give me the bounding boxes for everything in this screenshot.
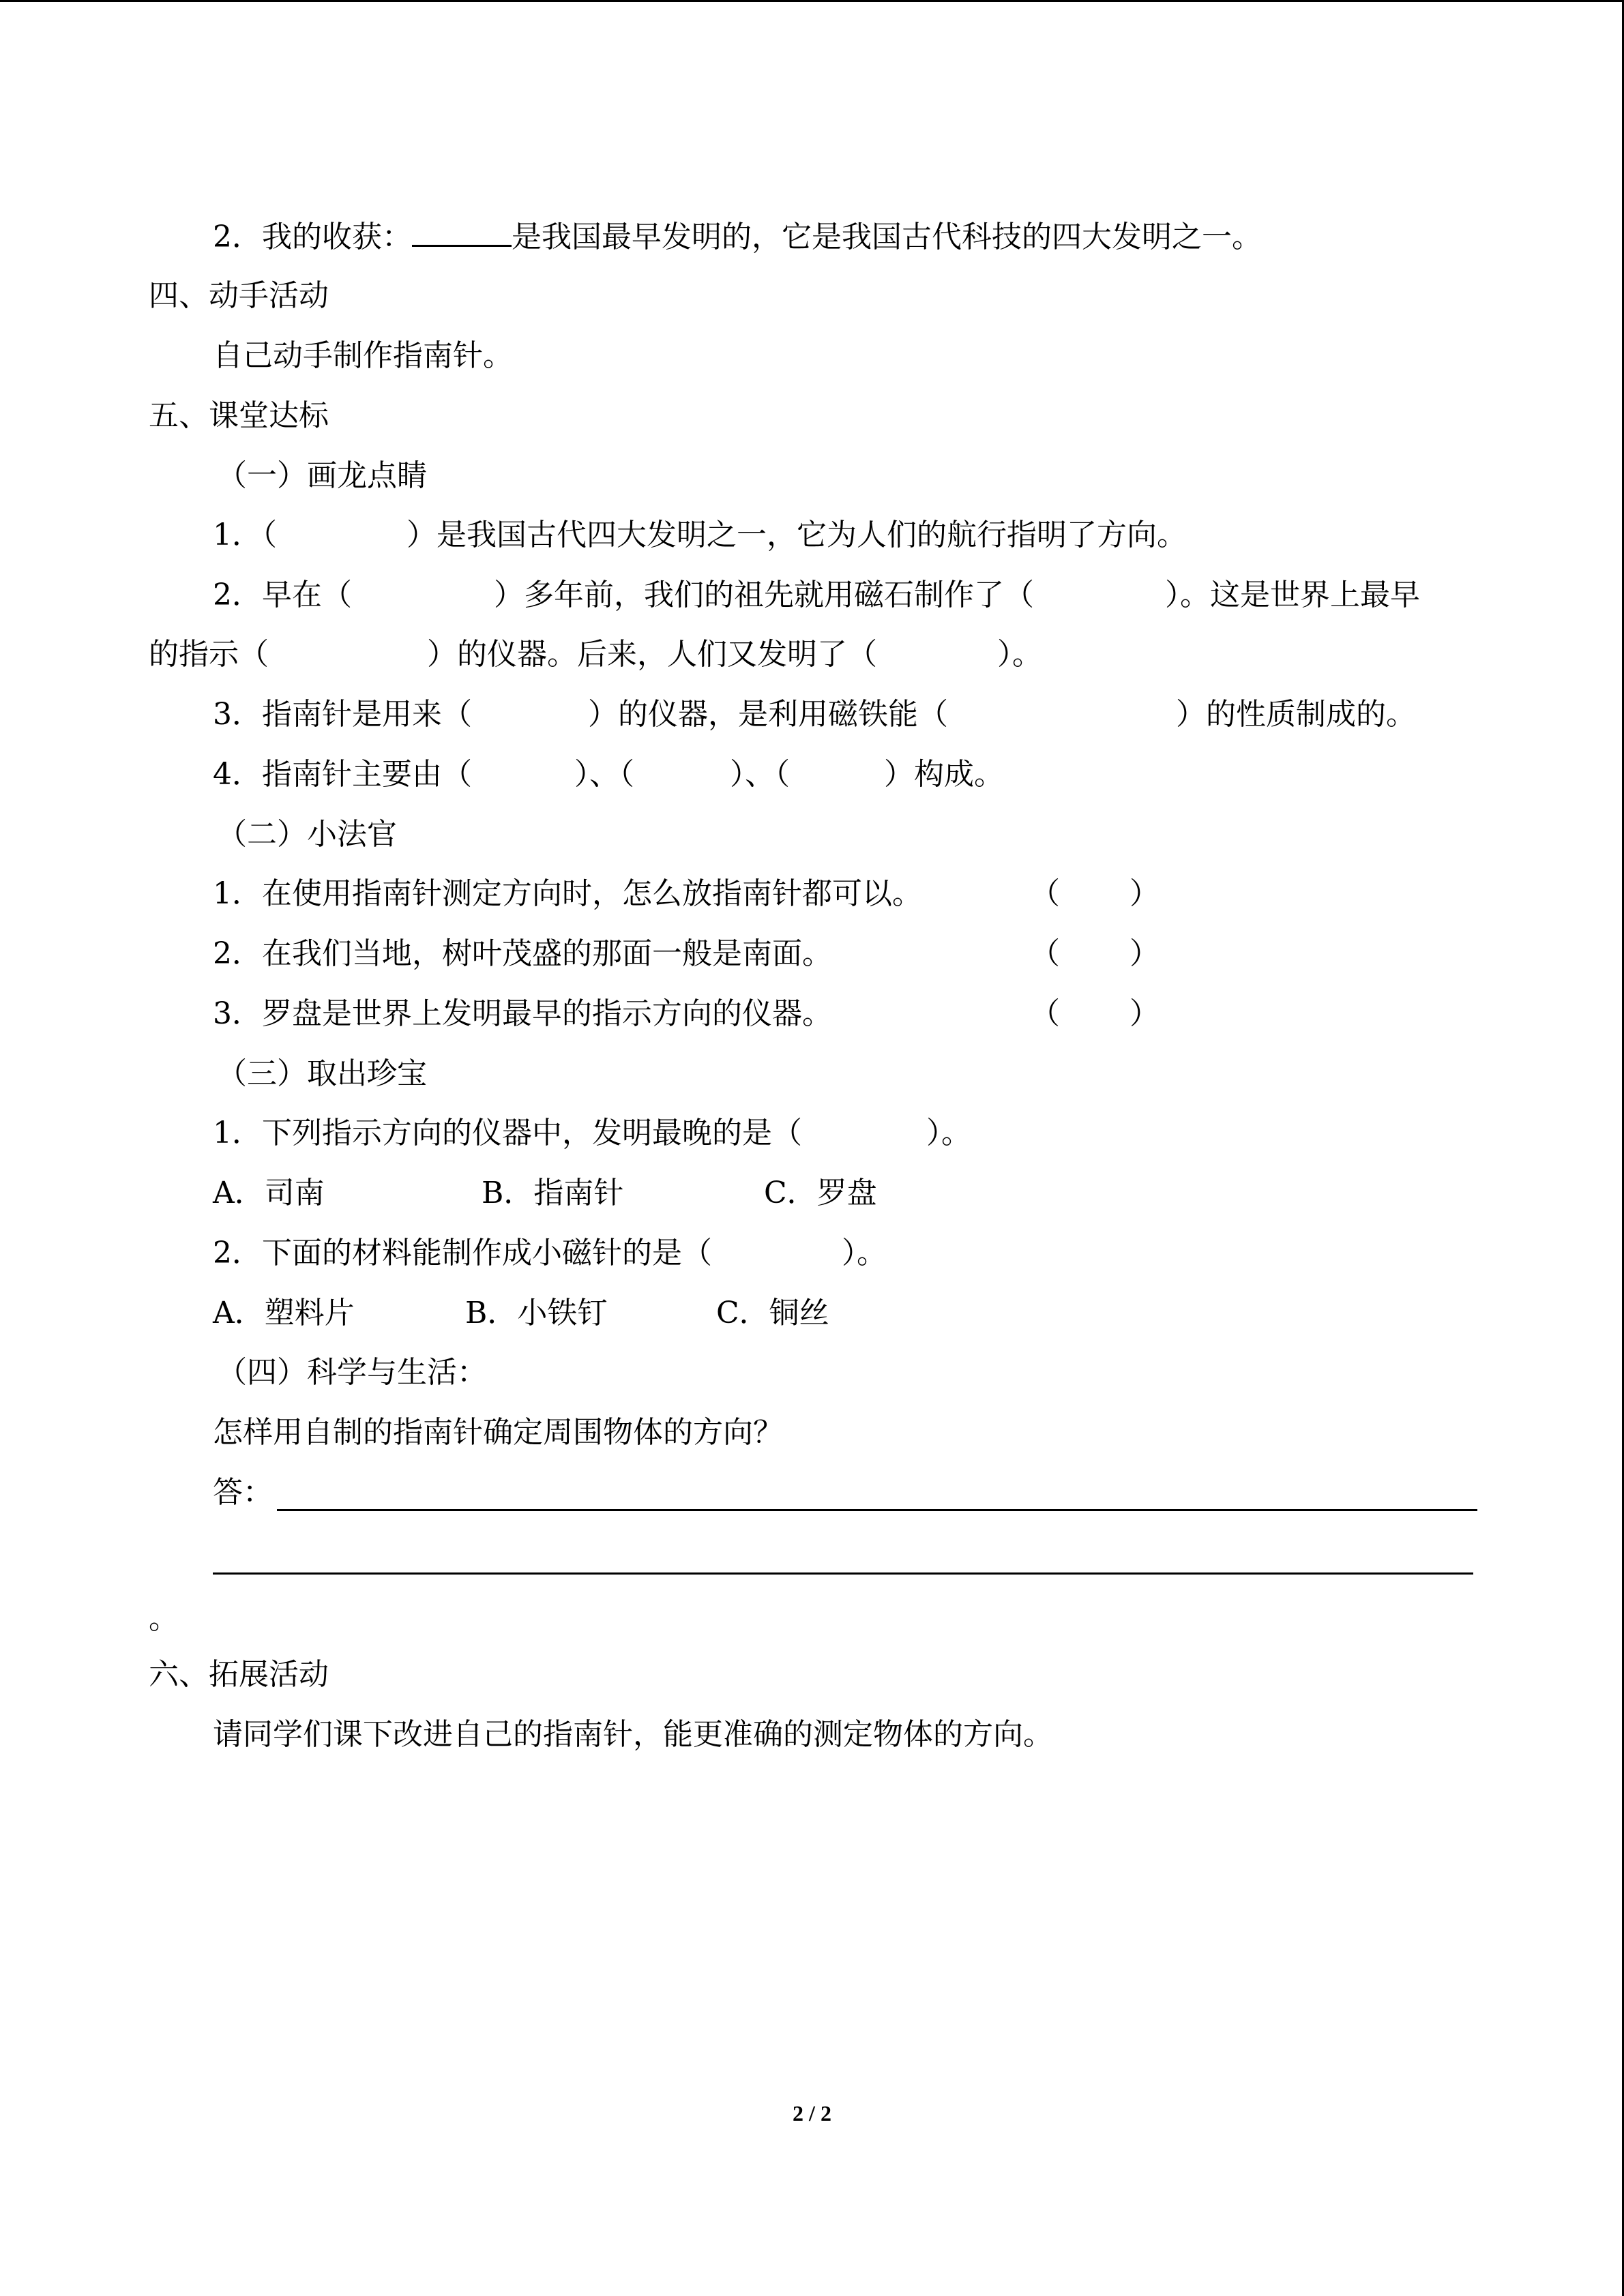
q4-sep-1: ）、（ [574,757,634,792]
choice-q1-end: ）。 [926,1116,971,1150]
q3-open: 3．指南针是用来（ [213,697,472,732]
bracket-open: （ [1030,936,1060,971]
q3-mid: ）的仪器，是利用磁铁能（ [588,697,948,732]
q2-mid: ）多年前，我们的祖先就用磁石制作了（ [494,578,1034,612]
q2-open: 2．早在（ [213,578,352,612]
answer-end-mark: 。 [149,1601,179,1636]
part-4-question: 怎样用自制的指南针确定周围物体的方向？ [213,1415,783,1450]
part-4-title: （四）科学与生活： [217,1355,487,1390]
section-5-title: 五、课堂达标 [149,398,329,433]
choice-q1 [213,1114,971,1152]
page-border-top [0,0,1624,2]
judge-item [213,875,922,913]
choice-q2-end: ）。 [842,1236,887,1270]
section-6-body: 请同学们课下改进自己的指南针，能更准确的测定物体的方向。 [213,1717,1053,1752]
part-1-q2-cont [149,636,1042,674]
q2-end: ）。这是世界上最早 [1165,578,1420,612]
q2c-mid: ）的仪器。后来，人们又发明了（ [427,637,877,672]
q4-open: 4．指南针主要由（ [213,757,472,792]
choice-q2 [213,1234,887,1272]
bracket-close: ） [1130,876,1160,911]
harvest-blank[interactable] [412,218,512,247]
section-6-title: 六、拓展活动 [149,1657,329,1692]
q4-end: ）构成。 [884,757,1004,792]
judge-bracket[interactable] [1030,935,1160,973]
choice-q2-option-b[interactable]: B．小铁钉 [465,1296,608,1330]
judge-text: 1．在使用指南针测定方向时，怎么放指南针都可以。 [213,876,922,911]
choice-q1-option-b[interactable]: B．指南针 [482,1176,624,1210]
choice-q1-text: 1．下列指示方向的仪器中，发明最晚的是（ [213,1116,802,1150]
q1-rest: ）是我国古代四大发明之一，它为人们的航行指明了方向。 [407,518,1187,552]
harvest-question [213,218,1262,256]
part-1-q3 [213,696,1416,734]
judge-item [213,995,832,1033]
judge-bracket[interactable] [1030,995,1160,1033]
choice-q1-option-a[interactable]: A．司南 [213,1176,325,1210]
harvest-prefix: 2．我的收获： [213,220,412,254]
q4-sep-2: ）、（ [730,757,790,792]
choice-q1-option-c[interactable]: C．罗盘 [764,1176,877,1210]
q1-open: 1．（ [213,518,277,552]
part-3-title: （三）取出珍宝 [217,1056,427,1091]
page-number: 2 / 2 [793,2101,831,2126]
section-4-body: 自己动手制作指南针。 [213,338,513,373]
answer-line-1[interactable] [277,1509,1477,1511]
choice-q2-option-a[interactable]: A．塑料片 [213,1296,355,1330]
part-1-q4 [213,756,1004,794]
bracket-open: （ [1030,996,1060,1031]
part-1-title: （一）画龙点睛 [217,458,427,493]
bracket-close: ） [1130,996,1160,1031]
part-1-q2 [213,576,1420,614]
harvest-suffix: 是我国最早发明的，它是我国古代科技的四大发明之一。 [512,220,1262,254]
q2c-open: 的指示（ [149,637,269,672]
q2c-end: ）。 [997,637,1042,672]
q3-end: ）的性质制成的。 [1176,697,1416,732]
answer-line-2[interactable] [213,1572,1473,1575]
part-1-q1 [213,516,1187,554]
part-2-title: （二）小法官 [217,817,397,852]
judge-text: 2．在我们当地，树叶茂盛的那面一般是南面。 [213,936,832,971]
judge-text: 3．罗盘是世界上发明最早的指示方向的仪器。 [213,996,832,1031]
judge-bracket[interactable] [1030,875,1160,913]
bracket-close: ） [1130,936,1160,971]
answer-label: 答： [213,1475,273,1510]
choice-q2-text: 2．下面的材料能制作成小磁针的是（ [213,1236,712,1270]
bracket-open: （ [1030,876,1060,911]
section-4-title: 四、动手活动 [149,278,329,313]
judge-item [213,935,832,973]
choice-q2-option-c[interactable]: C．铜丝 [716,1296,829,1330]
